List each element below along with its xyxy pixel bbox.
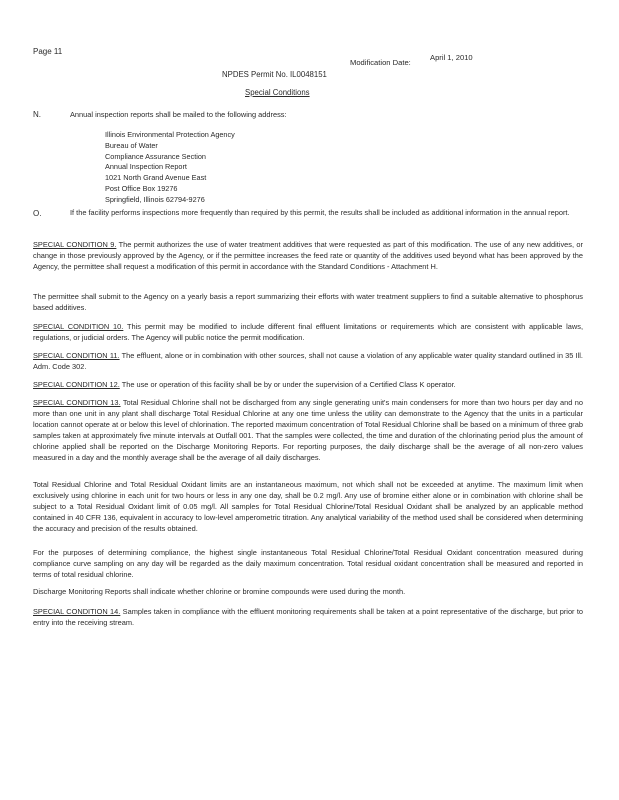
special-condition-9-para-2: The permittee shall submit to the Agency on a yearly basis a report summarizing their efforts with water treatment suppliers to find a suitable alternative to phosphorus based additives. xyxy=(33,292,583,312)
special-condition-14-text: Samples taken in compliance with the effluent monitoring requirements shall be taken at a point representative of the discharge, but prior to entry into the receiving stream. xyxy=(33,607,584,627)
special-condition-11-text: The effluent, alone or in combination with other sources, shall not cause a violation of any applicable water quality standard outlined in 35 Ill. Adm. Code 302. xyxy=(33,351,583,371)
special-condition-11-label: SPECIAL CONDITION 11. xyxy=(33,351,120,360)
special-condition-13-text: Total Residual Chlorine shall not be discharged from any single generating unit's main condensers for more than two hours per day and no more than one unit in any plant shall discharge Total Residual Chlorine at any one time unless the utility can demonstrate to the Agency that the units in a particular location cannot operate at or below this level of chlorination. The reported maximum concentration of Total Residual Chlorine shall be based on a minimum of three grab samples taken at approximately five minute intervals at Outfall 001. That the samples were collected, the time and duration of the chlorinating period plus the amount of chlorine applied shall be reported on the Discharge Monitoring Reports. For reporting purposes, the daily discharge shall be the average of all non-zero values measured in a day and the monthly average shall be the average of all daily discharges. xyxy=(33,398,583,462)
modification-label: Modification Date: xyxy=(350,58,411,67)
special-condition-10 xyxy=(33,322,583,344)
item-o-text: If the facility performs inspections more frequently than required by this permit, the results shall be included as additional information in the annual report. xyxy=(70,208,570,217)
special-condition-12-text: The use or operation of this facility shall be by or under the supervision of a Certified Class K operator. xyxy=(119,380,456,389)
item-n-marker: N. xyxy=(33,110,41,119)
special-condition-9-label: SPECIAL CONDITION 9. xyxy=(33,240,117,249)
special-condition-14 xyxy=(33,607,583,629)
mailing-address xyxy=(105,130,235,206)
special-condition-9 xyxy=(33,240,583,273)
special-condition-10-label: SPECIAL CONDITION 10. xyxy=(33,322,124,331)
address-line: Compliance Assurance Section xyxy=(105,151,206,161)
address-line: Springfield, Illinois 62794-9276 xyxy=(105,194,205,204)
special-conditions-heading: Special Conditions xyxy=(245,88,310,97)
item-o-marker: O. xyxy=(33,209,42,218)
address-line: Post Office Box 19276 xyxy=(105,183,178,193)
special-condition-14-label: SPECIAL CONDITION 14. xyxy=(33,607,121,616)
special-condition-12-label: SPECIAL CONDITION 12. xyxy=(33,380,120,389)
page-number: Page 11 xyxy=(33,47,63,56)
modification-date: April 1, 2010 xyxy=(430,53,473,62)
special-condition-13-para-2: Total Residual Chlorine and Total Residual Oxidant limits are an instantaneous maximum, not which shall not be exceeded at anytime. The maximum limit when exclusively using chlorine in each unit for two hours or less in any one day, shall be 0.2 mg/l. Any use of bromine either alone or in combination with chlorine shall be subject to a Total Residual Oxidant limit of 0.05 mg/l. All samples for Total Residual Chlorine/Total Residual Oxidant shall be analyzed by an applicable method contained in 40 CFR 136, equivalent in accuracy to low-level amperometric titration. Any analytical variability of the method used shall be considered when determining the accuracy and precision of the results obtained. xyxy=(33,480,583,533)
special-condition-9-text: The permit authorizes the use of water treatment additives that were requested as part of this modification. The use of any new additives, or change in those previously approved by the Agency, or if the permittee increases the feed rate or quantity of the additives used beyond what has been approved by the Agency, the permittee shall request a modification of this permit in accordance with the Standard Conditions - Attachment H. xyxy=(33,240,583,271)
special-condition-12 xyxy=(33,380,583,391)
address-line: Bureau of Water xyxy=(105,140,158,150)
address-line: Annual Inspection Report xyxy=(105,162,187,172)
item-n-text: Annual inspection reports shall be mailed to the following address: xyxy=(70,110,287,119)
address-line: 1021 North Grand Avenue East xyxy=(105,173,207,183)
permit-number: NPDES Permit No. IL0048151 xyxy=(222,70,327,79)
address-line: Illinois Environmental Protection Agency xyxy=(105,130,235,139)
special-condition-13 xyxy=(33,398,583,463)
special-condition-13-para-4: Discharge Monitoring Reports shall indicate whether chlorine or bromine compounds were used during the month. xyxy=(33,587,406,596)
special-condition-13-label: SPECIAL CONDITION 13. xyxy=(33,398,121,407)
special-condition-13-para-3: For the purposes of determining compliance, the highest single instantaneous Total Residual Chlorine/Total Residual Oxidant concentration measured during compliance curve sampling on any day will be regarded as the daily maximum concentration. Total residual oxidant concentration shall be measured and reported in terms of total residual chlorine. xyxy=(33,548,583,579)
special-condition-10-text: This permit may be modified to include different final effluent limitations or requirements which are consistent with applicable laws, regulations, or judicial orders. The Agency will public notice the permit modification. xyxy=(33,322,583,342)
special-condition-11 xyxy=(33,351,583,373)
